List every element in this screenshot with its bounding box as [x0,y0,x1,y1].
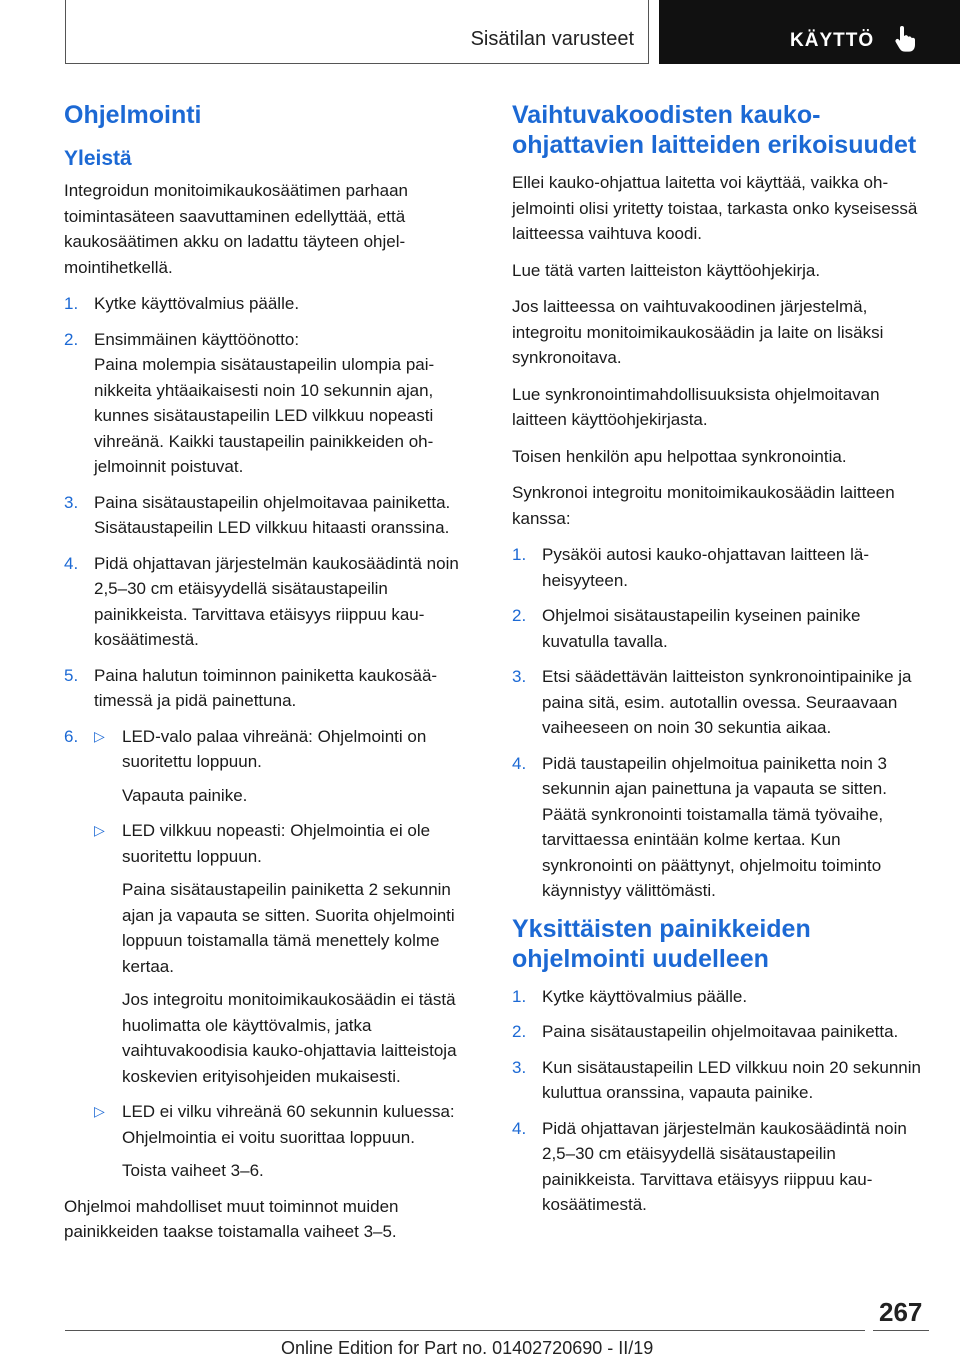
hand-pointer-icon [894,26,916,57]
list-item [512,1019,928,1045]
header-chapter-box [659,0,960,64]
result-triangle-icon: ▷ [94,1103,105,1119]
step-number: 2. [512,1022,527,1041]
paragraph: Synkronoi integroitu monitoimikaukosäädin laitteen kanssa: [512,483,895,528]
list-item [512,603,928,654]
list-item [512,542,928,593]
list-item [512,984,928,1010]
subsection-title-yleista: Yleistä [64,147,132,170]
rolling-code-paragraphs [512,170,928,531]
step-number: 3. [64,492,79,512]
list-item [64,663,476,714]
paragraph: Lue tätä varten laitteiston käyttöohjekirja. [512,260,821,280]
step-number: 4. [64,553,79,573]
step-number: 2. [512,606,527,625]
list-item [512,751,928,904]
step-number: 1. [64,294,79,313]
result-item [94,1099,476,1184]
step-text: Pysäköi autosi kauko-ohjattavan laitteen läheisyyteen. [542,545,869,590]
result-extra: Toista vaiheet 3–6. [122,1161,264,1180]
list-item [512,664,928,741]
result-extra: Paina sisätaustapeilin painiketta 2 sekunnin ajan ja vapauta se sitten. Suorita ohjelmointi loppuun toistamalla tämä menettely kolme kertaa. [122,880,455,976]
step-text: Kun sisätaustapeilin LED vilkkuu noin 20 sekunnin kuluttua oranssina, vapauta painike. [542,1057,921,1102]
outro-paragraph: Ohjelmoi mahdolliset muut toiminnot muiden painikkeiden taakse toistamalla vaiheet 3–5. [64,1196,399,1241]
step-number: 1. [512,986,527,1006]
paragraph: Ellei kauko-ohjattua laitetta voi käyttää, vaikka ohjelmointi olisi yritetty toistaa, tarkasta onko kyseisessä laitteessa vaihtuva koodi. [512,173,918,243]
list-item [64,724,476,1184]
step-number: 3. [512,667,527,686]
step-text: Pidä ohjattavan järjestelmän kaukosäädintä noin 2,5–30 cm etäisyydellä sisätaustapeilin painikkeista. Tarvittava etäisyys riippuu kaukosäätimestä. [94,553,459,649]
step-text: Ohjelmoi sisätaustapeilin kyseinen painike kuvatulla tavalla. [542,606,861,651]
step-text: Paina sisätaustapeilin ohjelmoitavaa painiketta. Sisätaustapeilin LED vilkkuu hitaasti oranssina. [94,492,451,537]
page-number: 267 [879,1297,923,1327]
step-text: Ensimmäinen käyttöönotto: [94,329,300,349]
right-column [512,100,928,1228]
footer-edition: Online Edition for Part no. 01402720690 - II/19 [281,1338,654,1358]
programming-steps [64,291,476,1184]
result-text: LED ei vilku vihreänä 60 sekunnin kuluessa: Ohjelmointia ei voitu suorittaa loppuun. [122,1102,455,1147]
footer-divider-short [873,1330,929,1331]
result-triangle-icon: ▷ [94,822,105,838]
step-number: 2. [64,329,79,349]
paragraph: Toisen henkilön apu helpottaa synkronointia. [512,446,847,466]
step-results [94,724,476,1184]
list-item [64,291,476,317]
section-title-ohjelmointi: Ohjelmointi [64,101,202,129]
section-title-rolling-code: Vaihtuvakoodisten kaukoohjattavien laitteiden erikoisuudet [512,101,917,159]
step-text: Paina sisätaustapeilin ohjelmoitavaa painiketta. [542,1022,899,1041]
result-item [94,724,476,809]
step-text: Etsi säädettävän laitteiston synkronointipainike ja paina sitä, esim. autotallin ovessa. Seuraavaan vaiheeseen on noin 30 sekuntia aikaa. [542,667,912,737]
list-item [512,1055,928,1106]
result-text: LED-valo palaa vihreänä: Ohjelmointi on suoritettu loppuun. [122,726,427,771]
step-text: Kytke käyttövalmius päälle. [94,294,300,313]
result-text: LED vilkkuu nopeasti: Ohjelmointia ei ole suoritettu loppuun. [122,821,431,866]
step-text: Paina halutun toiminnon painiketta kaukosäätimessä ja pidä painettuna. [94,665,438,710]
paragraph: Jos laitteessa on vaihtuvakoodinen järjestelmä, integroitu monitoimikaukosäädin ja laite on lisäksi synkronoitava. [512,297,884,367]
step-number: 1. [512,545,527,564]
footer-divider [65,1330,865,1331]
result-extra: Jos integroitu monitoimikaukosäädin ei tästä huolimatta ole käyttövalmis, jatka vaihtuvakoodisia kauko-ohjattavia laitteistoja koskevien erityisohjeiden mukaisesti. [122,990,457,1086]
header-section-box [65,0,649,64]
intro-paragraph: Integroidun monitoimikaukosäätimen parhaan toimintasäteen saavuttaminen edellyttää, että kaukosäätimen akku on ladattu täyteen ohjelmointihetkellä. [64,181,408,277]
step-text: Kytke käyttövalmius päälle. [542,986,748,1006]
paragraph: Lue synkronointimahdollisuuksista ohjelmoitavan laitteen käyttöohjekirjasta. [512,384,880,429]
list-item [64,490,476,541]
result-extra: Vapauta painike. [122,785,248,805]
left-column [64,100,476,1256]
result-triangle-icon: ▷ [94,727,105,744]
reprogram-steps [512,984,928,1218]
section-title-reprogram: Yksittäisten painikkeiden ohjelmointi uudelleen [512,914,811,973]
result-item [94,818,476,1089]
list-item [64,327,476,480]
step-number: 5. [64,665,79,685]
step-text: Pidä taustapeilin ohjelmoitua painiketta noin 3 sekunnin ajan painettuna ja vapauta se sitten. Päätä synkronointi toistamalla tämä työvaihe, tarvittaessa enintään kolme kertaa. Kun synkronointi on päättynyt, ohjelmoitu toiminto käynnistyy välittömästi. [542,753,887,900]
step-number: 3. [512,1057,527,1077]
step-extra: Paina molempia sisätaustapeilin ulompia painikkeita yhtäaikaisesti noin 10 sekunnin ajan, kunnes sisätaustapeilin LED vilkkuu nopeasti vihreänä. Kaikki taustapeilin painikkeiden ohjelmoinnit poistuvat. [94,355,435,476]
list-item [64,551,476,653]
step-number: 4. [512,1118,527,1138]
header-section-title: Sisätilan varusteet [470,28,634,50]
sync-steps [512,542,928,904]
header-chapter-title: KÄYTTÖ [790,30,875,51]
step-text: Pidä ohjattavan järjestelmän kaukosäädintä noin 2,5–30 cm etäisyydellä sisätaustapeilin painikkeista. Tarvittava etäisyys riippuu kaukosäätimestä. [542,1118,907,1214]
step-number: 6. [64,726,79,746]
step-number: 4. [512,753,527,773]
list-item [512,1116,928,1218]
